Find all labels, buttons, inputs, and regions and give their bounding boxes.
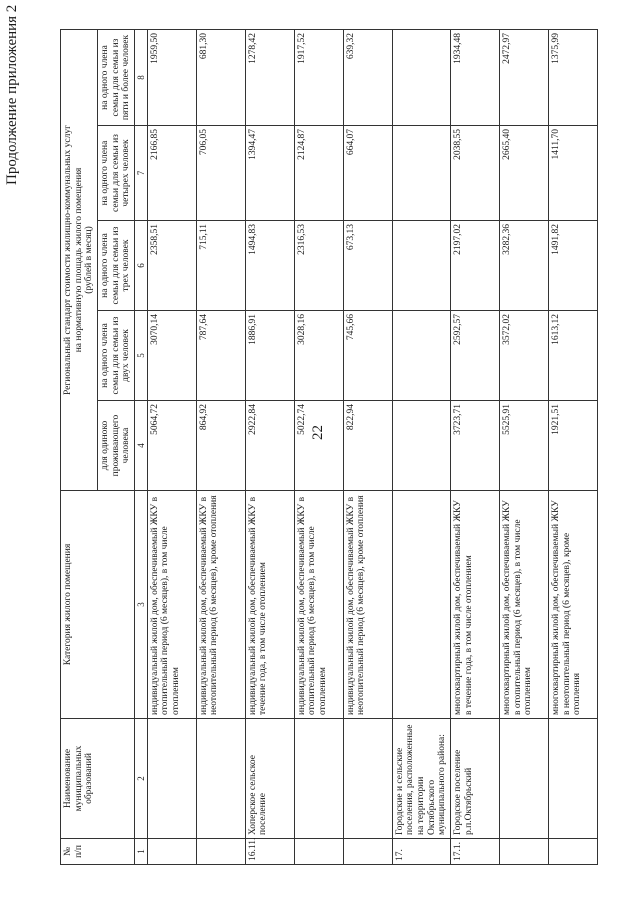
page-number: 22 bbox=[310, 425, 326, 440]
row-value-family-5: 1375,99 bbox=[548, 29, 597, 125]
row-value-family-3: 2358,51 bbox=[147, 221, 196, 311]
table-row bbox=[147, 29, 196, 864]
row-value-family-2: 745,66 bbox=[343, 311, 392, 401]
table-row bbox=[245, 29, 294, 864]
column-index: 1 bbox=[134, 839, 147, 865]
table-row bbox=[499, 29, 548, 864]
header-num: № п/п bbox=[61, 839, 135, 865]
row-value-family-4 bbox=[392, 126, 450, 221]
row-municipality-name: Городские и сельские поселения, расположенные на территории Октябрьского муниципального района: bbox=[392, 719, 450, 839]
row-value-single: 1921,51 bbox=[548, 401, 597, 491]
header-category: Категория жилого помещения bbox=[61, 491, 135, 719]
row-housing-category: индивидуальный жилой дом, обеспечиваемый ЖКУ в неотопительный период (6 месяцев), кроме отопления bbox=[343, 491, 392, 719]
row-number bbox=[499, 839, 548, 865]
row-municipality-name: Городское поселение р.п.Октябрьский bbox=[450, 719, 499, 839]
row-value-family-3: 1494,83 bbox=[245, 221, 294, 311]
row-value-family-2: 1886,91 bbox=[245, 311, 294, 401]
row-municipality-name bbox=[343, 719, 392, 839]
row-value-family-4: 1411,70 bbox=[548, 126, 597, 221]
column-index: 7 bbox=[134, 126, 147, 221]
column-index: 2 bbox=[134, 719, 147, 839]
header-col4: для одиноко проживающего человека bbox=[97, 401, 134, 491]
table-row bbox=[548, 29, 597, 864]
row-number bbox=[343, 839, 392, 865]
header-col8: на одного члена семьи для семьи из пяти и более человек bbox=[97, 29, 134, 125]
table-row bbox=[392, 29, 450, 864]
row-value-family-4: 2665,40 bbox=[499, 126, 548, 221]
row-housing-category: многоквартирный жилой дом, обеспечиваемый ЖКУ в отопительный период (6 месяцев), в том числе отоплением bbox=[499, 491, 548, 719]
header-standard-line2: на нормативную площадь жилого помещения bbox=[73, 167, 84, 353]
row-value-single: 5022,74 bbox=[294, 401, 343, 491]
row-number bbox=[548, 839, 597, 865]
row-housing-category: индивидуальный жилой дом, обеспечиваемый ЖКУ в отопительный период (6 месяцев), в том числе отоплением bbox=[147, 491, 196, 719]
row-number: 17. bbox=[392, 839, 450, 865]
row-municipality-name: Хоперское сельское поселение bbox=[245, 719, 294, 839]
row-number bbox=[196, 839, 245, 865]
row-housing-category: многоквартирный жилой дом, обеспечиваемый ЖКУ в течение года, в том числе отоплением bbox=[450, 491, 499, 719]
row-value-family-5: 1959,50 bbox=[147, 29, 196, 125]
row-municipality-name bbox=[196, 719, 245, 839]
row-value-single: 5525,91 bbox=[499, 401, 548, 491]
row-value-single: 3723,71 bbox=[450, 401, 499, 491]
row-housing-category: индивидуальный жилой дом, обеспечиваемый ЖКУ в течение года, в том числе отоплением bbox=[245, 491, 294, 719]
row-housing-category: индивидуальный жилой дом, обеспечиваемый ЖКУ в неотопительный период (6 месяцев), кроме отопления bbox=[196, 491, 245, 719]
row-value-family-4: 2166,85 bbox=[147, 126, 196, 221]
row-municipality-name bbox=[548, 719, 597, 839]
row-value-family-5: 2472,97 bbox=[499, 29, 548, 125]
row-value-single: 864,92 bbox=[196, 401, 245, 491]
row-value-family-5: 681,30 bbox=[196, 29, 245, 125]
row-value-family-3: 2316,53 bbox=[294, 221, 343, 311]
row-number: 17.1. bbox=[450, 839, 499, 865]
column-index: 5 bbox=[134, 311, 147, 401]
cost-standard-table bbox=[60, 29, 598, 865]
row-value-family-4: 1394,47 bbox=[245, 126, 294, 221]
row-value-family-3 bbox=[392, 221, 450, 311]
row-value-family-2: 2592,57 bbox=[450, 311, 499, 401]
row-value-family-5: 639,32 bbox=[343, 29, 392, 125]
table-row bbox=[294, 29, 343, 864]
column-index: 6 bbox=[134, 221, 147, 311]
row-housing-category: многоквартирный жилой дом, обеспечиваемый ЖКУ в неотопительный период (6 месяцев), кроме отопления bbox=[548, 491, 597, 719]
header-row bbox=[61, 29, 98, 864]
column-index: 4 bbox=[134, 401, 147, 491]
header-standard-line3: (рублей в месяц) bbox=[84, 226, 95, 294]
row-municipality-name bbox=[147, 719, 196, 839]
row-value-family-3: 715,11 bbox=[196, 221, 245, 311]
row-value-family-4: 2124,87 bbox=[294, 126, 343, 221]
row-housing-category bbox=[392, 491, 450, 719]
row-value-family-2: 3572,02 bbox=[499, 311, 548, 401]
row-municipality-name bbox=[499, 719, 548, 839]
row-value-family-2 bbox=[392, 311, 450, 401]
header-standard bbox=[61, 29, 98, 490]
column-index-row bbox=[134, 29, 147, 864]
row-number bbox=[294, 839, 343, 865]
row-value-family-3: 1491,82 bbox=[548, 221, 597, 311]
row-value-family-5 bbox=[392, 29, 450, 125]
row-value-family-3: 3282,36 bbox=[499, 221, 548, 311]
column-index: 3 bbox=[134, 491, 147, 719]
row-value-family-3: 2197,02 bbox=[450, 221, 499, 311]
row-value-single bbox=[392, 401, 450, 491]
table-row bbox=[450, 29, 499, 864]
column-index: 8 bbox=[134, 29, 147, 125]
row-value-family-5: 1934,48 bbox=[450, 29, 499, 125]
row-value-single: 2922,84 bbox=[245, 401, 294, 491]
row-housing-category: индивидуальный жилой дом, обеспечиваемый ЖКУ в отопительный период (6 месяцев), в том числе отоплением bbox=[294, 491, 343, 719]
row-value-family-4: 2038,55 bbox=[450, 126, 499, 221]
row-value-family-2: 1613,12 bbox=[548, 311, 597, 401]
row-value-family-2: 787,64 bbox=[196, 311, 245, 401]
row-number: 16.11. bbox=[245, 839, 294, 865]
header-name: Наименование муниципальных образований bbox=[61, 719, 135, 839]
header-col5: на одного члена семьи для семьи из двух человек bbox=[97, 311, 134, 401]
header-standard-line1: Региональный стандарт стоимости жилищно-коммунальных услуг bbox=[63, 124, 73, 396]
row-value-family-3: 673,13 bbox=[343, 221, 392, 311]
table-row bbox=[196, 29, 245, 864]
row-value-family-4: 664,07 bbox=[343, 126, 392, 221]
row-municipality-name bbox=[294, 719, 343, 839]
row-value-family-4: 706,05 bbox=[196, 126, 245, 221]
row-value-single: 5064,72 bbox=[147, 401, 196, 491]
row-value-single: 822,94 bbox=[343, 401, 392, 491]
header-col6: на одного члена семьи для семьи из трех человек bbox=[97, 221, 134, 311]
appendix-note: Продолжение приложения 2 bbox=[4, 4, 20, 185]
header-col7: на одного члена семьи для семьи из четырех человек bbox=[97, 126, 134, 221]
row-value-family-5: 1917,52 bbox=[294, 29, 343, 125]
row-value-family-2: 3028,16 bbox=[294, 311, 343, 401]
row-value-family-2: 3070,14 bbox=[147, 311, 196, 401]
table-row bbox=[343, 29, 392, 864]
row-value-family-5: 1278,42 bbox=[245, 29, 294, 125]
row-number bbox=[147, 839, 196, 865]
